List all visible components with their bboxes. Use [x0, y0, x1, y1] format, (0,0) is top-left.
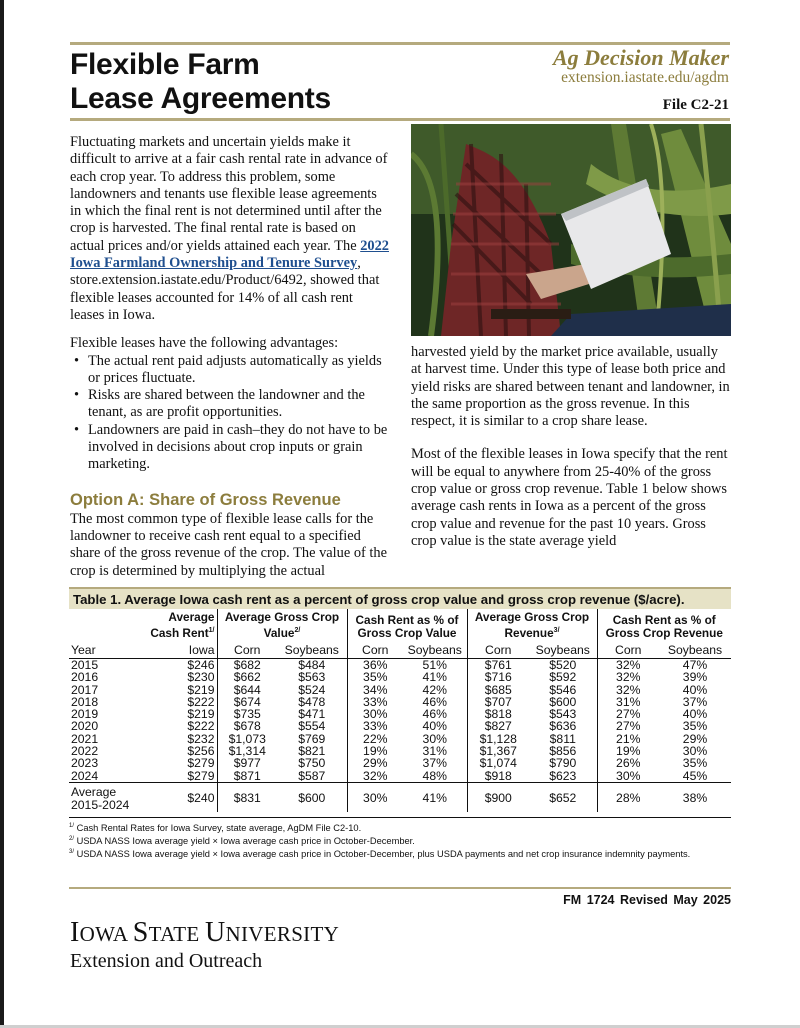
table-cell: $623 [529, 770, 597, 783]
year-cell: 2024 [71, 768, 99, 783]
table-cell: 33% [363, 719, 388, 734]
table-cell: $592 [529, 671, 597, 683]
group-header: Average Gross Crop Revenue$^{3/}$ [467, 609, 597, 642]
table-cell: $478 [277, 696, 347, 708]
year-cell: 2020 [71, 719, 99, 734]
table-cell: $831 [217, 782, 277, 812]
column-header: Soybeans [277, 642, 347, 659]
column-header: Year [69, 642, 145, 659]
option-a-paragraph: The most common type of flexible lease calls for the landowner to receive cash rent equal to a specified share of the gross revenue of the crop. The value of the crop is determined by multiplying the actual [70, 510, 388, 579]
table-cell: 36% [363, 657, 388, 672]
table-row [69, 671, 731, 683]
table-cell: $219 [145, 708, 217, 720]
table-cell: $827 [484, 719, 512, 734]
table-cell: $761 [484, 657, 512, 672]
option-a-heading: Option A: Share of Gross Revenue [70, 490, 341, 509]
year-cell: 2015 [71, 657, 99, 672]
university-subtitle: Extension and Outreach [70, 950, 263, 972]
title-line-1: Flexible Farm [70, 48, 260, 81]
intro-paragraph [70, 134, 390, 324]
survey-link[interactable]: 2022 Iowa Farmland Ownership and Tenure Survey [70, 237, 389, 272]
rent-data-table [69, 609, 731, 812]
intro-text-end: , store.extension.iastate.edu/Product/6492, showed that flexible leases accounted for 14% of all cash rent leases in Iowa. [70, 255, 380, 323]
table-cell: 32% [616, 670, 641, 685]
table-cell: 35% [363, 670, 388, 685]
group-header: Average Gross Crop Value$^{2/}$ [217, 609, 347, 642]
table-cell: $644 [233, 682, 261, 697]
average-label: Average 2015-2024 [69, 782, 145, 812]
table-cell: 26% [616, 756, 641, 771]
university-logo [70, 917, 339, 972]
table-cell: $636 [529, 720, 597, 732]
table-cell: 40% [403, 720, 467, 732]
table-cell: 42% [403, 684, 467, 696]
table-cell: $1,074 [479, 756, 517, 771]
table-cell: $716 [484, 670, 512, 685]
table-cell: $1,367 [479, 744, 517, 758]
table-cell: $230 [145, 671, 217, 683]
table-cell: $279 [145, 770, 217, 783]
header-rule [70, 118, 730, 121]
table-cell: 48% [403, 770, 467, 783]
table-cell: 45% [682, 768, 708, 783]
table-cell: 37% [682, 694, 708, 709]
table-cell: $900 [467, 782, 529, 812]
table-cell: $811 [529, 733, 597, 745]
table-cell: 39% [682, 670, 708, 685]
table-cell: 21% [616, 731, 641, 746]
option-a-paragraph-2: Most of the flexible leases in Iowa specify that the rent will be equal to anywhere from 25-40% of the gross crop value or gross crop revenue. Table 1 below shows average cash rents in Iowa as a percent of the gross crop value and revenue for the past 10 years. Gross crop value is the state average yield [411, 446, 728, 549]
list-item: • Risks are shared between the landowner and the tenant, as are profit opportunities. [70, 387, 390, 422]
table-cell: 46% [403, 696, 467, 708]
table-cell: 41% [403, 671, 467, 683]
year-cell: 2023 [71, 756, 99, 771]
revision-note: FM 1724 Revised May 2025 [563, 893, 731, 907]
table-cell: $587 [277, 770, 347, 783]
year-cell: 2022 [71, 744, 99, 758]
table-cell: $600 [277, 782, 347, 812]
table-cell: 31% [616, 694, 641, 709]
table-cell: $554 [277, 720, 347, 732]
table-cell: 38% [659, 782, 731, 812]
footnote: $^{3/}$ USDA NASS Iowa average yield × Iowa average cash price in October-December, plus USDA payments and net crop insurance indemnity payments. [69, 849, 691, 860]
table-cell: 19% [363, 744, 388, 758]
group-header: Average Cash Rent$^{1/}$ [145, 609, 217, 642]
revision-rule [69, 887, 731, 889]
brand-name: Ag Decision Maker [553, 45, 729, 70]
table-cell: 47% [682, 657, 708, 672]
table-cell: $484 [277, 658, 347, 671]
left-column [70, 134, 390, 591]
column-header: Corn [467, 642, 529, 659]
table-cell: $256 [145, 745, 217, 757]
table-cell: $707 [484, 694, 512, 709]
year-cell: 2016 [71, 670, 99, 685]
table-cell: $871 [233, 768, 261, 783]
table-cell: $674 [233, 694, 261, 709]
table-row [69, 684, 731, 696]
table-cell: $246 [145, 658, 217, 671]
advantages-intro: Flexible leases have the following advantages: [70, 335, 339, 352]
table-cell: 40% [682, 707, 708, 722]
brand-block [553, 46, 729, 86]
table-row [69, 720, 731, 732]
table-cell: $222 [145, 720, 217, 732]
table-cell: 32% [363, 768, 388, 783]
list-item: • The actual rent paid adjusts automatically as yields or prices fluctuate. [70, 353, 390, 388]
table-cell: 19% [616, 744, 641, 758]
table-cell: $678 [233, 719, 261, 734]
table-cell: $977 [233, 756, 261, 771]
table-caption: Table 1. Average Iowa cash rent as a percent of gross crop value and gross crop revenue ($/acre). [69, 587, 731, 609]
column-header: Soybeans [529, 642, 597, 659]
table-cell: 35% [682, 756, 708, 771]
table-cell: $222 [145, 696, 217, 708]
table-cell: 31% [403, 745, 467, 757]
table-cell: $856 [529, 745, 597, 757]
brand-url[interactable]: extension.iastate.edu/agdm [561, 69, 729, 86]
sub-header-row [69, 642, 731, 659]
table-cell: 30% [682, 744, 708, 758]
table-cell: 29% [363, 756, 388, 771]
table-cell: 51% [403, 658, 467, 671]
table-cell: 27% [616, 719, 641, 734]
footnote: $^{2/}$ USDA NASS Iowa average yield × Iowa average cash price in October-December. [69, 835, 415, 847]
table-cell: 30% [403, 733, 467, 745]
table-cell: $682 [233, 657, 261, 672]
column-header: Soybeans [659, 642, 731, 659]
table-cell: 30% [363, 707, 388, 722]
table-cell: 28% [597, 782, 659, 812]
table-cell: 33% [363, 694, 388, 709]
table-cell: 40% [682, 682, 708, 697]
column-header: Iowa [145, 642, 217, 659]
table-cell: 46% [403, 708, 467, 720]
table-cell: $471 [277, 708, 347, 720]
table-cell: 35% [682, 719, 708, 734]
table-cell: $563 [277, 671, 347, 683]
year-cell: 2021 [71, 731, 99, 746]
table-cell: 30% [347, 782, 403, 812]
footnote: $^{1/}$ Cash Rental Rates for Iowa Survey, state average, AgDM File C2-10. [69, 822, 362, 833]
table-cell: $219 [145, 684, 217, 696]
year-cell: 2019 [71, 707, 99, 722]
table-cell: $735 [233, 707, 261, 722]
group-header: Cash Rent as % of Gross Crop Revenue [605, 612, 723, 640]
table-cell: 41% [403, 782, 467, 812]
table-cell: $918 [484, 768, 512, 783]
table-cell: $1,314 [228, 744, 266, 758]
table-row [69, 770, 731, 783]
group-header: Cash Rent as % of Gross Crop Value [347, 609, 467, 642]
table-body [69, 658, 731, 782]
table-cell: 32% [616, 682, 641, 697]
table-cell: 22% [363, 731, 388, 746]
column-header: Corn [217, 642, 277, 659]
table-cell: $790 [529, 757, 597, 769]
year-cell: 2018 [71, 694, 99, 709]
table-cell: $662 [233, 670, 261, 685]
table-cell: 30% [616, 768, 641, 783]
table-cell: $685 [484, 682, 512, 697]
table-cell: $1,073 [228, 731, 266, 746]
table-cell: 32% [616, 657, 641, 672]
table-cell: $543 [529, 708, 597, 720]
table-cell: $279 [145, 757, 217, 769]
file-number: File C2-21 [662, 97, 729, 113]
list-item: • Landowners are paid in cash–they do not have to be involved in decisions about crop inputs or grain marketing. [70, 422, 390, 474]
table-cell: $600 [529, 696, 597, 708]
table-cell: $818 [484, 707, 512, 722]
table-cell: $232 [145, 733, 217, 745]
advantages-list [70, 353, 390, 474]
university-name: IOWA STATE UNIVERSITY [70, 917, 340, 948]
page-title [70, 48, 331, 116]
column-header: Corn [347, 642, 403, 659]
table-cell: $524 [277, 684, 347, 696]
table-cell: $821 [277, 745, 347, 757]
column-header: Soybeans [403, 642, 467, 659]
title-line-2: Lease Agreements [70, 82, 331, 115]
intro-text-start: Fluctuating markets and uncertain yields make it difficult to arrive at a fair cash rental rate in advance of each crop year. To address this problem, some landowners and tenants use flexible lease agreements in which the final rent is not determined until after the crop is harvested. The final rental rate is based on actual prices and/or yields attained each year. The [70, 134, 388, 254]
page-edge [0, 0, 4, 1028]
year-cell: 2017 [71, 682, 99, 697]
option-a-paragraph-continued: harvested yield by the market price available, usually at harvest time. Under this type of lease both price and yield risks are shared between tenant and landowner, in the same proportion as the gross revenue. In this respect, it is similar to a crop share lease. [411, 344, 730, 430]
group-header-row [69, 609, 731, 642]
average-row [69, 782, 731, 812]
rent-table [69, 587, 731, 860]
column-header: Corn [597, 642, 659, 659]
table-footnotes [69, 817, 731, 860]
table-cell: $240 [145, 782, 217, 812]
table-cell: $520 [529, 658, 597, 671]
table-row [69, 757, 731, 769]
table-cell: 34% [363, 682, 388, 697]
table-cell: $750 [277, 757, 347, 769]
table-cell: 27% [616, 707, 641, 722]
table-cell: $652 [529, 782, 597, 812]
table-cell: $769 [277, 733, 347, 745]
table-cell: $546 [529, 684, 597, 696]
right-column [411, 344, 731, 566]
table-cell: 37% [403, 757, 467, 769]
farmer-with-laptop-in-cornfield-photo [411, 124, 731, 336]
table-cell: 29% [682, 731, 708, 746]
table-cell: $1,128 [479, 731, 517, 746]
